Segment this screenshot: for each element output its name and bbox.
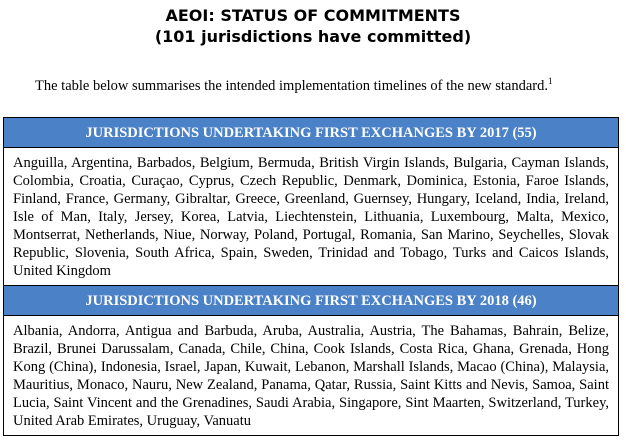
section-header-2017: JURISDICTIONS UNDERTAKING FIRST EXCHANGES BY 2017 (55) bbox=[4, 118, 618, 148]
footnote-marker[interactable]: 1 bbox=[548, 76, 553, 87]
title-line-1: AEOI: STATUS OF COMMITMENTS bbox=[165, 6, 461, 25]
section-header-2018: JURISDICTIONS UNDERTAKING FIRST EXCHANGES BY 2018 (46) bbox=[4, 286, 618, 316]
intro-text: The table below summarises the intended implementation timelines of the new standard. bbox=[35, 78, 549, 94]
section-2017 bbox=[3, 117, 619, 286]
page-title bbox=[0, 5, 626, 47]
jurisdiction-list-2017: Anguilla, Argentina, Barbados, Belgium, Bermuda, British Virgin Islands, Bulgaria, Cayman Islands, Colombia, Croatia, Curaçao, Cyprus, Czech Republic, Denmark, Dominica, Estonia, Faroe Islands, Finland, France, Germany, Gibraltar, Greece, Greenland, Guernsey, Hungary, Iceland, India, Ireland, Isle of Man, Italy, Jersey, Korea, Latvia, Liechtenstein, Lithuania, Luxembourg, Malta, Mexico, Montserrat, Netherlands, Niue, Norway, Poland, Portugal, Romania, San Marino, Seychelles, Slovak Republic, Slovenia, South Africa, Spain, Sweden, Trinidad and Tobago, Turks and Caicos Islands, United Kingdom bbox=[13, 155, 609, 279]
jurisdiction-list-2018: Albania, Andorra, Antigua and Barbuda, Aruba, Australia, Austria, The Bahamas, Bahrain, Belize, Brazil, Brunei Darussalam, Canada, Chile, China, Cook Islands, Costa Rica, Ghana, Grenada, Hong Kong (China), Indonesia, Israel, Japan, Kuwait, Lebanon, Marshall Islands, Macao (China), Malaysia, Mauritius, Monaco, Nauru, New Zealand, Panama, Qatar, Russia, Saint Kitts and Nevis, Samoa, Saint Lucia, Saint Vincent and the Grenadines, Saudi Arabia, Singapore, Sint Maarten, Switzerland, Turkey, United Arab Emirates, Uruguay, Vanuatu bbox=[13, 323, 609, 429]
title-line-2: (101 jurisdictions have committed) bbox=[154, 27, 472, 46]
section-2018 bbox=[3, 286, 619, 436]
intro-paragraph bbox=[35, 77, 553, 95]
